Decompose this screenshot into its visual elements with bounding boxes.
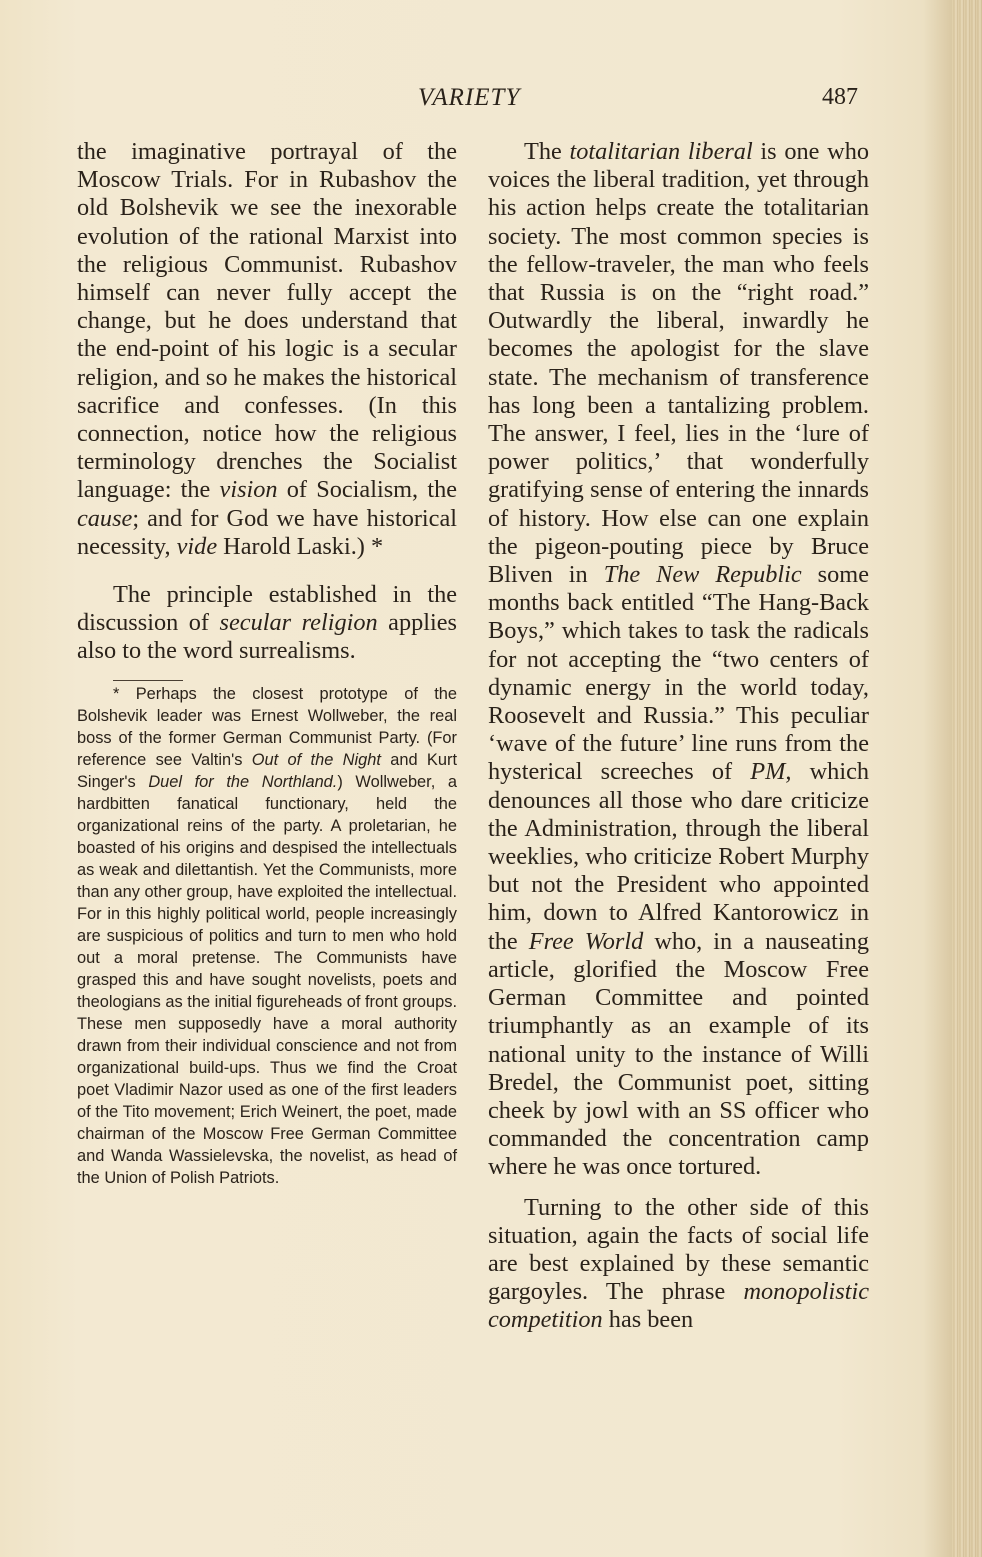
text-run: ) Wollweber, a hardbitten fanatical functionary, held the organizational reins of the party. A proletarian, he boasted of his origins and despised the intellectuals as weak and dilettantish. Yet the Communists, more than any other group, have exploited the intellectual. For in this highly political world, people increasingly are suspicious of politics and turn to men who hold out a moral pretense. The Communists have grasped this and have sought novelists, poets and theologians as the initial figureheads of front groups. These men supposedly have a moral authority drawn from their individual conscience and not from organizational build-ups. Thus we find the Croat poet Vladimir Nazor used as one of the first leaders of the Tito movement; Erich Weinert, the poet, made chairman of the Moscow Free German Committee and Wanda Wassielevska, the novelist, as head of the Union of Polish Patriots. — [77, 772, 457, 1187]
body-paragraph — [77, 581, 457, 666]
italic-title: The New Republic — [603, 561, 802, 589]
text-run: The — [524, 138, 570, 165]
body-paragraph — [488, 1194, 869, 1335]
text-run: Turning to the other side of this situation, again the facts of social life are best explained by these semantic gargoyles. The phrase — [488, 1193, 869, 1306]
body-paragraph — [77, 138, 457, 561]
text-run: which denounces all those who dare criticize the Administration, through the liberal weeklies, who criticize Robert Murphy but not the President who appointed him, down to Alfred Kantorowicz in the — [488, 758, 870, 955]
text-run: has been — [602, 1306, 694, 1334]
text-run: some months back entitled “The Hang-Back Boys,” which takes to task the radicals for not accepting the “two centers of dynamic energy in the world today, Roosevelt and Russia.” This peculiar ‘wave of the future’ line runs from the hysterical screeches of — [488, 561, 869, 786]
text-run: * Perhaps the closest prototype of the Bolshevik leader was Ernest Wollweber, the real boss of the former German Communist Party. (For reference see Valtin's — [77, 684, 457, 769]
text-run: applies also to the word surrealisms. — [77, 609, 457, 665]
italic-term: cause — [77, 504, 133, 532]
footnote-rule — [113, 680, 183, 681]
italic-title: Out of the Night — [251, 750, 381, 769]
italic-term: vision — [219, 476, 278, 504]
italic-title: Free World — [528, 927, 644, 955]
italic-title: PM, — [750, 758, 792, 786]
italic-term: totalitarian liberal — [569, 138, 753, 165]
running-head — [0, 84, 982, 118]
italic-title: Duel for the Northland. — [148, 772, 338, 791]
text-run: who, in a nauseating article, glorified the Moscow Free German Committee and pointed triumphantly as an example of its national unity to the instance of Willi Bredel, the Communist poet, sitting cheek by jowl with an SS officer who commanded the concentration camp where he was once tortured. — [488, 927, 869, 1181]
text-run: Harold Laski.) * — [217, 532, 384, 560]
italic-term: monopolistic competition — [488, 1278, 869, 1334]
body-paragraph — [488, 138, 869, 1182]
italic-term: secular religion — [219, 609, 378, 637]
italic-term: vide — [176, 532, 218, 560]
text-run: The principle established in the discussion of — [77, 581, 457, 637]
book-spine-edge — [952, 0, 982, 1557]
running-title: VARIETY — [418, 84, 521, 111]
text-run: of Socialism, the — [277, 476, 457, 504]
text-run: the imaginative portrayal of the Moscow Trials. For in Rubashov the old Bolshevik we see the inexorable evolution of the rational Marxist into the religious Communist. Rubashov himself can never fully accept the change, but he does understand that the end-point of his logic is a secular religion, and so he makes the historical sacrifice and confesses. (In this connection, notice how the religious terminology drenches the Socialist language: the — [77, 138, 457, 504]
footnote — [77, 683, 457, 1189]
text-run: ; and for God we have historical necessity, — [77, 504, 457, 560]
left-column — [77, 138, 457, 1189]
text-run: and Kurt Singer's — [77, 750, 457, 791]
right-column — [488, 138, 869, 1335]
page-number: 487 — [822, 84, 858, 110]
text-run: is one who voices the liberal tradition, yet through his action helps create the totalitarian society. The most common species is the fellow-traveler, the man who feels that Russia is on the “right road.” Outwardly the liberal, inwardly he becomes the apologist for the slave state. The mechanism of transference has long been a tantalizing problem. The answer, I feel, lies in the ‘lure of power politics,’ that wonderfully gratifying sense of entering the innards of history. How else can one explain the pigeon-pouting piece by Bruce Bliven in — [488, 138, 870, 589]
